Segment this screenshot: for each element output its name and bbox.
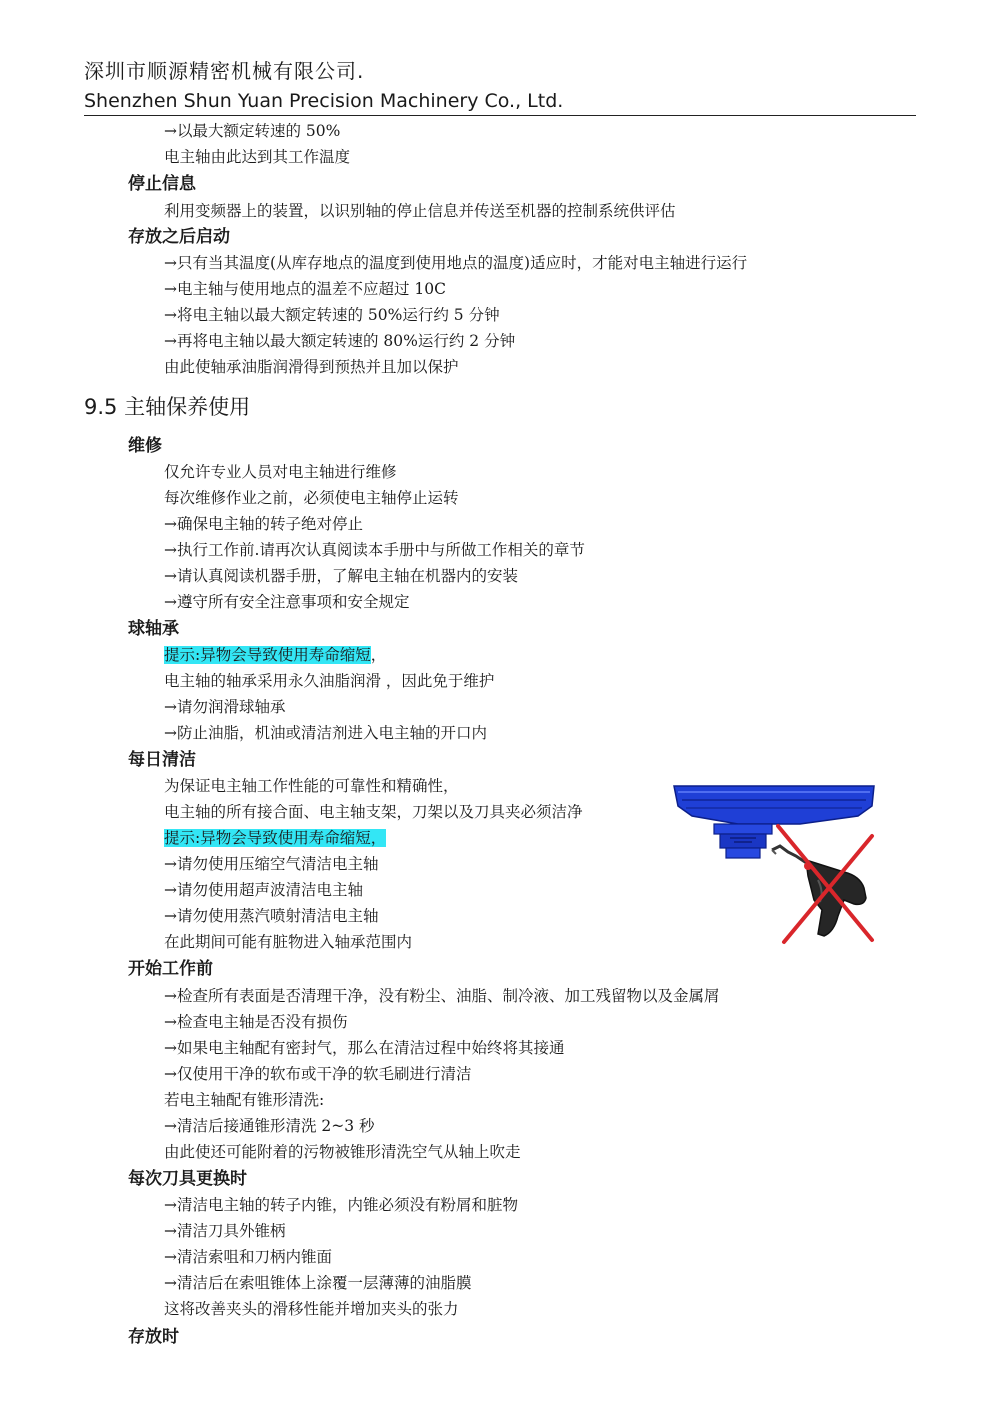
text-line: 由此使轴承油脂润滑得到预热并且加以保护	[164, 358, 459, 376]
text-line: →检查电主轴是否没有损伤	[164, 1013, 348, 1031]
text-line: →清洁索咀和刀柄内锥面	[164, 1248, 332, 1266]
company-name-en: Shenzhen Shun Yuan Precision Machinery Co., Ltd.	[84, 90, 564, 112]
text-line: →请认真阅读机器手册，了解电主轴在机器内的安装	[164, 567, 518, 585]
text-line: →以最大额定转速的 50%	[164, 122, 341, 140]
text-line: →清洁电主轴的转子内锥，内锥必须没有粉屑和脏物	[164, 1196, 518, 1214]
text-line: 电主轴由此达到其工作温度	[164, 148, 351, 166]
tip-punctuation: ，	[370, 646, 387, 664]
text-line: →请勿使用压缩空气清洁电主轴	[164, 855, 379, 873]
text-line: →检查所有表面是否清理干净，没有粉尘、油脂、制冷液、加工残留物以及金属屑	[164, 987, 720, 1005]
text-line: →将电主轴以最大额定转速的 50%运行约 5 分钟	[164, 306, 500, 324]
no-compressed-air-icon	[668, 776, 880, 952]
text-line: 为保证电主轴工作性能的可靠性和精确性，	[164, 777, 459, 795]
section-heading-daily-cleaning: 每日清洁	[128, 750, 196, 770]
company-name-cn: 深圳市顺源精密机械有限公司.	[84, 59, 365, 83]
section-heading-stop-info: 停止信息	[128, 174, 196, 194]
text-line: 每次维修作业之前，必须使电主轴停止运转	[164, 489, 459, 507]
text-line: →遵守所有安全注意事项和安全规定	[164, 593, 410, 611]
text-line: 由此使还可能附着的污物被锥形清洗空气从轴上吹走	[164, 1143, 521, 1161]
highlight-tip-line	[164, 825, 386, 851]
text-line: →电主轴与使用地点的温差不应超过 10C	[164, 280, 446, 298]
text-line: →请勿使用蒸汽喷射清洁电主轴	[164, 907, 379, 925]
text-line: →只有当其温度(从库存地点的温度到使用地点的温度)适应时，才能对电主轴进行运行	[164, 254, 748, 272]
text-line: →清洁后接通锥形清洗 2~3 秒	[164, 1117, 375, 1135]
highlight-tip-line	[164, 642, 386, 668]
chapter-heading-9-5: 9.5 主轴保养使用	[84, 395, 251, 419]
header-divider	[84, 115, 916, 116]
text-line: 若电主轴配有锥形清洗:	[164, 1091, 325, 1109]
text-line: 仅允许专业人员对电主轴进行维修	[164, 463, 397, 481]
section-heading-start-after-storage: 存放之后启动	[128, 227, 230, 247]
text-line: 电主轴的所有接合面、电主轴支架，刀架以及刀具夹必须洁净	[164, 803, 583, 821]
text-line: 这将改善夹头的滑移性能并增加夹头的张力	[164, 1300, 459, 1318]
text-line: →如果电主轴配有密封气，那么在清洁过程中始终将其接通	[164, 1039, 565, 1057]
page-header	[84, 58, 916, 116]
section-heading-repair: 维修	[128, 436, 162, 456]
text-line: →清洁后在索咀锥体上涂覆一层薄薄的油脂膜	[164, 1274, 472, 1292]
text-line: →防止油脂，机油或清洁剂进入电主轴的开口内	[164, 724, 487, 742]
text-line: →请勿使用超声波清洁电主轴	[164, 881, 363, 899]
text-line: 电主轴的轴承采用永久油脂润滑 ，因此免于维护	[164, 672, 495, 690]
highlighted-tip: 提示:异物会导致使用寿命缩短	[164, 646, 371, 664]
section-heading-before-work: 开始工作前	[128, 959, 213, 979]
text-line: →仅使用干净的软布或干净的软毛刷进行清洁	[164, 1065, 472, 1083]
text-line: →确保电主轴的转子绝对停止	[164, 515, 363, 533]
section-heading-storage: 存放时	[128, 1327, 179, 1347]
text-line: →执行工作前.请再次认真阅读本手册中与所做工作相关的章节	[164, 541, 585, 559]
text-line: →再将电主轴以最大额定转速的 80%运行约 2 分钟	[164, 332, 516, 350]
text-line: →清洁刀具外锥柄	[164, 1222, 286, 1240]
text-line: 在此期间可能有脏物进入轴承范围内	[164, 933, 413, 951]
text-line: →请勿润滑球轴承	[164, 698, 286, 716]
section-heading-tool-change: 每次刀具更换时	[128, 1169, 247, 1189]
text-line: 利用变频器上的装置，以识别轴的停止信息并传送至机器的控制系统供评估	[164, 202, 676, 220]
section-heading-ball-bearing: 球轴承	[128, 619, 179, 639]
highlighted-tip: 提示:异物会导致使用寿命缩短，	[164, 829, 387, 847]
